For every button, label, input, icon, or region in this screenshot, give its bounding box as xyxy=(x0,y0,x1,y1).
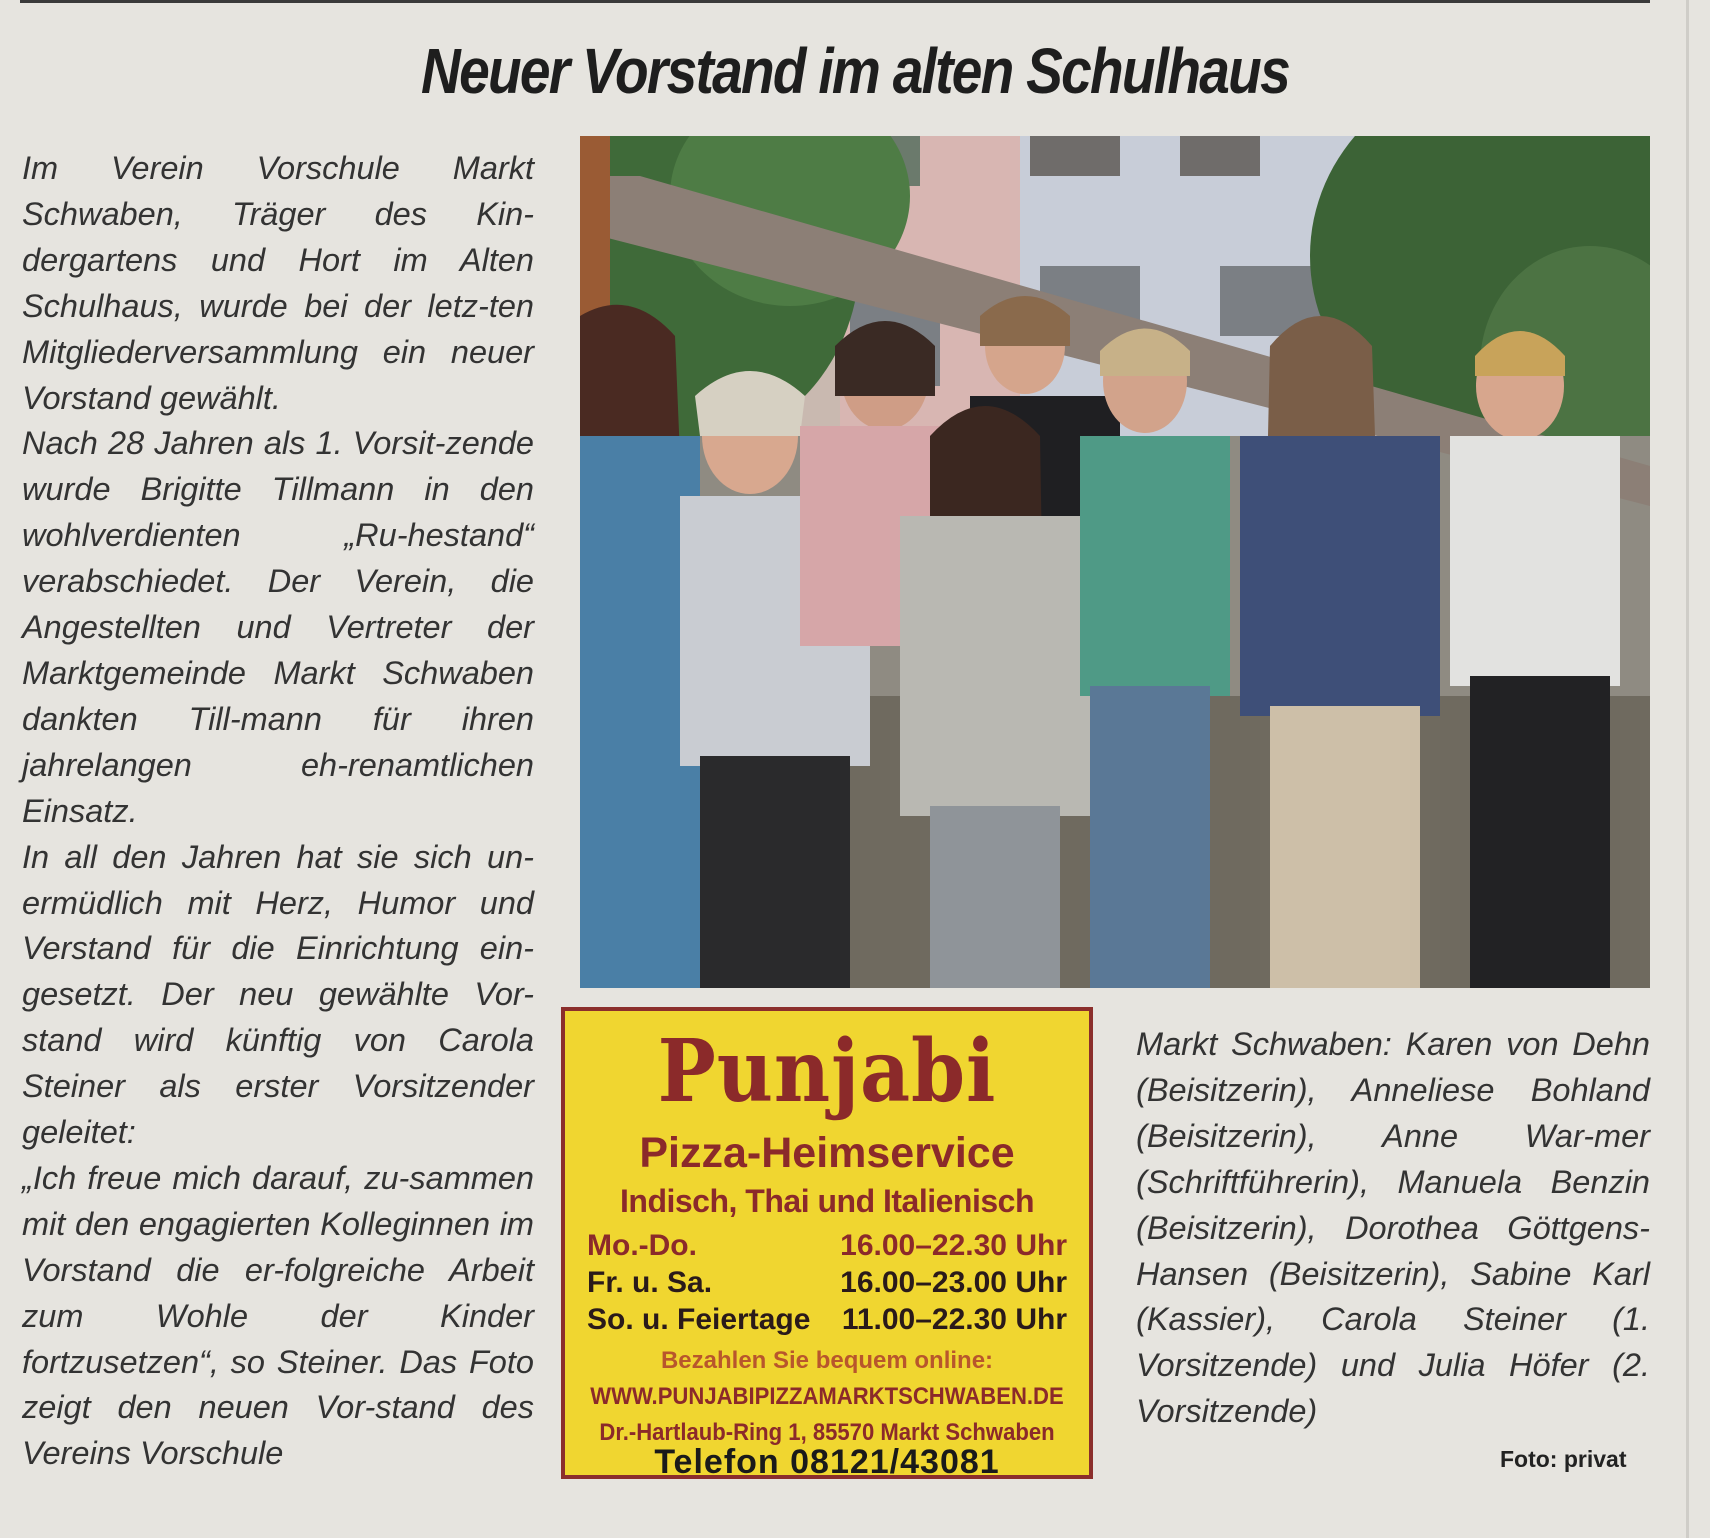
ad-brand: Punjabi xyxy=(657,1021,997,1122)
ad-address: Dr.-Hartlaub-Ring 1, 85570 Markt Schwaben xyxy=(599,1419,1055,1446)
body-paragraph: „Ich freue mich darauf, zu-sammen mit den engagierten Kolleginnen im Vorstand die er-folgreiche Arbeit zum Wohle der Kinder fortzusetzen“, so Steiner. Das Foto zeigt den neuen Vor-stand des Vereins Vorschule xyxy=(22,1159,534,1472)
group-photo xyxy=(580,136,1650,988)
punjabi-advertisement xyxy=(561,1007,1093,1479)
article-body xyxy=(22,146,534,1477)
ad-cuisine: Indisch, Thai und Italienisch xyxy=(620,1183,1034,1219)
hours-day: So. u. Feiertage xyxy=(587,1303,811,1336)
photo-caption: Markt Schwaben: Karen von Dehn (Beisitzerin), Anneliese Bohland (Beisitzerin), Anne War-mer (Schriftführerin), Manuela Benzin (Beisitzerin), Dorothea Göttgens-Hansen (Beisitzerin), Sabine Karl (Kassier), Carola Steiner (1. Vorsitzende) und Julia Höfer (2. Vorsitzende) xyxy=(1136,1026,1650,1430)
hours-row xyxy=(587,1266,1067,1303)
hours-row xyxy=(587,1303,1067,1340)
ad-pay-note: Bezahlen Sie bequem online: xyxy=(660,1347,994,1374)
hours-time: 16.00–23.00 Uhr xyxy=(840,1266,1067,1299)
hours-time: 11.00–22.30 Uhr xyxy=(841,1303,1067,1336)
hours-day: Mo.-Do. xyxy=(587,1229,697,1262)
body-paragraph: Im Verein Vorschule Markt Schwaben, Träger des Kin-dergartens und Hort im Alten Schulhaus, wurde bei der letz-ten Mitgliederversammlung ein neuer Vorstand gewählt. xyxy=(22,150,534,416)
hours-day: Fr. u. Sa. xyxy=(587,1266,713,1299)
photo-credit: Foto: privat xyxy=(1500,1446,1627,1472)
page-edge xyxy=(1686,0,1689,1538)
hours-time: 16.00–22.30 Uhr xyxy=(840,1229,1067,1262)
ad-url: WWW.PUNJABIPIZZAMARKTSCHWABEN.DE xyxy=(590,1383,1064,1410)
top-rule xyxy=(20,0,1650,3)
hours-row xyxy=(587,1229,1067,1266)
ad-phone: Telefon 08121/43081 xyxy=(654,1443,1000,1481)
body-paragraph: In all den Jahren hat sie sich un-ermüdlich mit Herz, Humor und Verstand für die Einrichtung ein-gesetzt. Der neu gewählte Vor-stand wird künftig von Carola Steiner als erster Vorsitzender geleitet: xyxy=(22,838,534,1151)
body-paragraph: Nach 28 Jahren als 1. Vorsit-zende wurde Brigitte Tillmann in den wohlverdienten „Ru-hestand“ verabschiedet. Der Verein, die Angestellten und Vertreter der Marktgemeinde Markt Schwaben dankten Till-mann für ihren jahrelangen eh-renamtlichen Einsatz. xyxy=(22,425,534,829)
ad-service: Pizza-Heimservice xyxy=(639,1129,1015,1177)
article-headline: Neuer Vorstand im alten Schulhaus xyxy=(421,35,1289,107)
opening-hours xyxy=(587,1229,1067,1340)
